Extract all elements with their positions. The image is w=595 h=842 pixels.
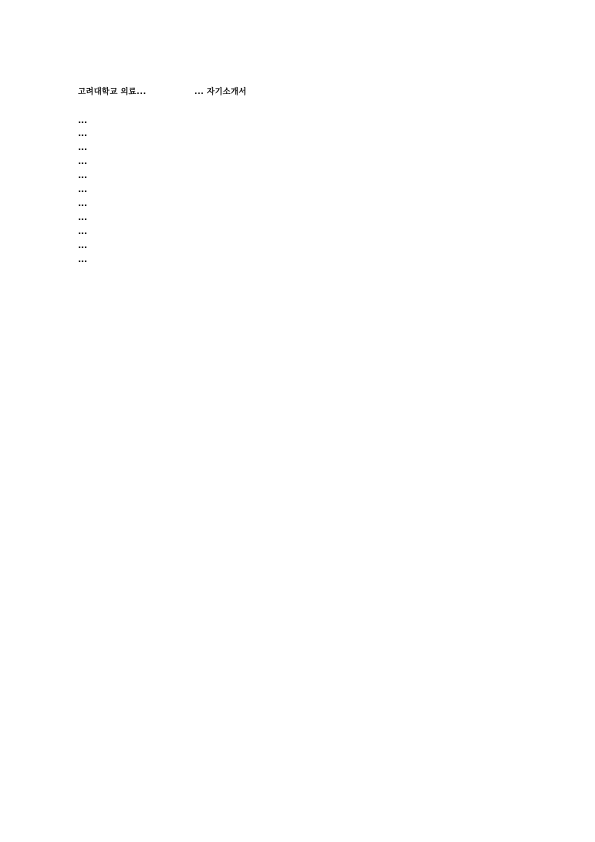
document-body — [78, 86, 523, 265]
title-right: ... 자기소개서 — [194, 87, 247, 96]
title-left: 고려대학교 의료... — [78, 87, 147, 96]
paragraph: ... — [78, 185, 88, 194]
paragraph: ... — [78, 213, 88, 222]
paragraph: ... — [78, 129, 88, 138]
paragraph: ... — [78, 241, 88, 250]
paragraph: ... — [78, 171, 88, 180]
paragraph: ... — [78, 157, 88, 166]
paragraph: ... — [78, 199, 88, 208]
paragraph: ... — [78, 227, 88, 236]
salutation: ... — [78, 116, 88, 125]
document-title — [78, 86, 523, 97]
paragraph: ... — [78, 143, 88, 152]
closing-line: ... — [78, 255, 88, 264]
paragraph-list — [78, 128, 523, 251]
